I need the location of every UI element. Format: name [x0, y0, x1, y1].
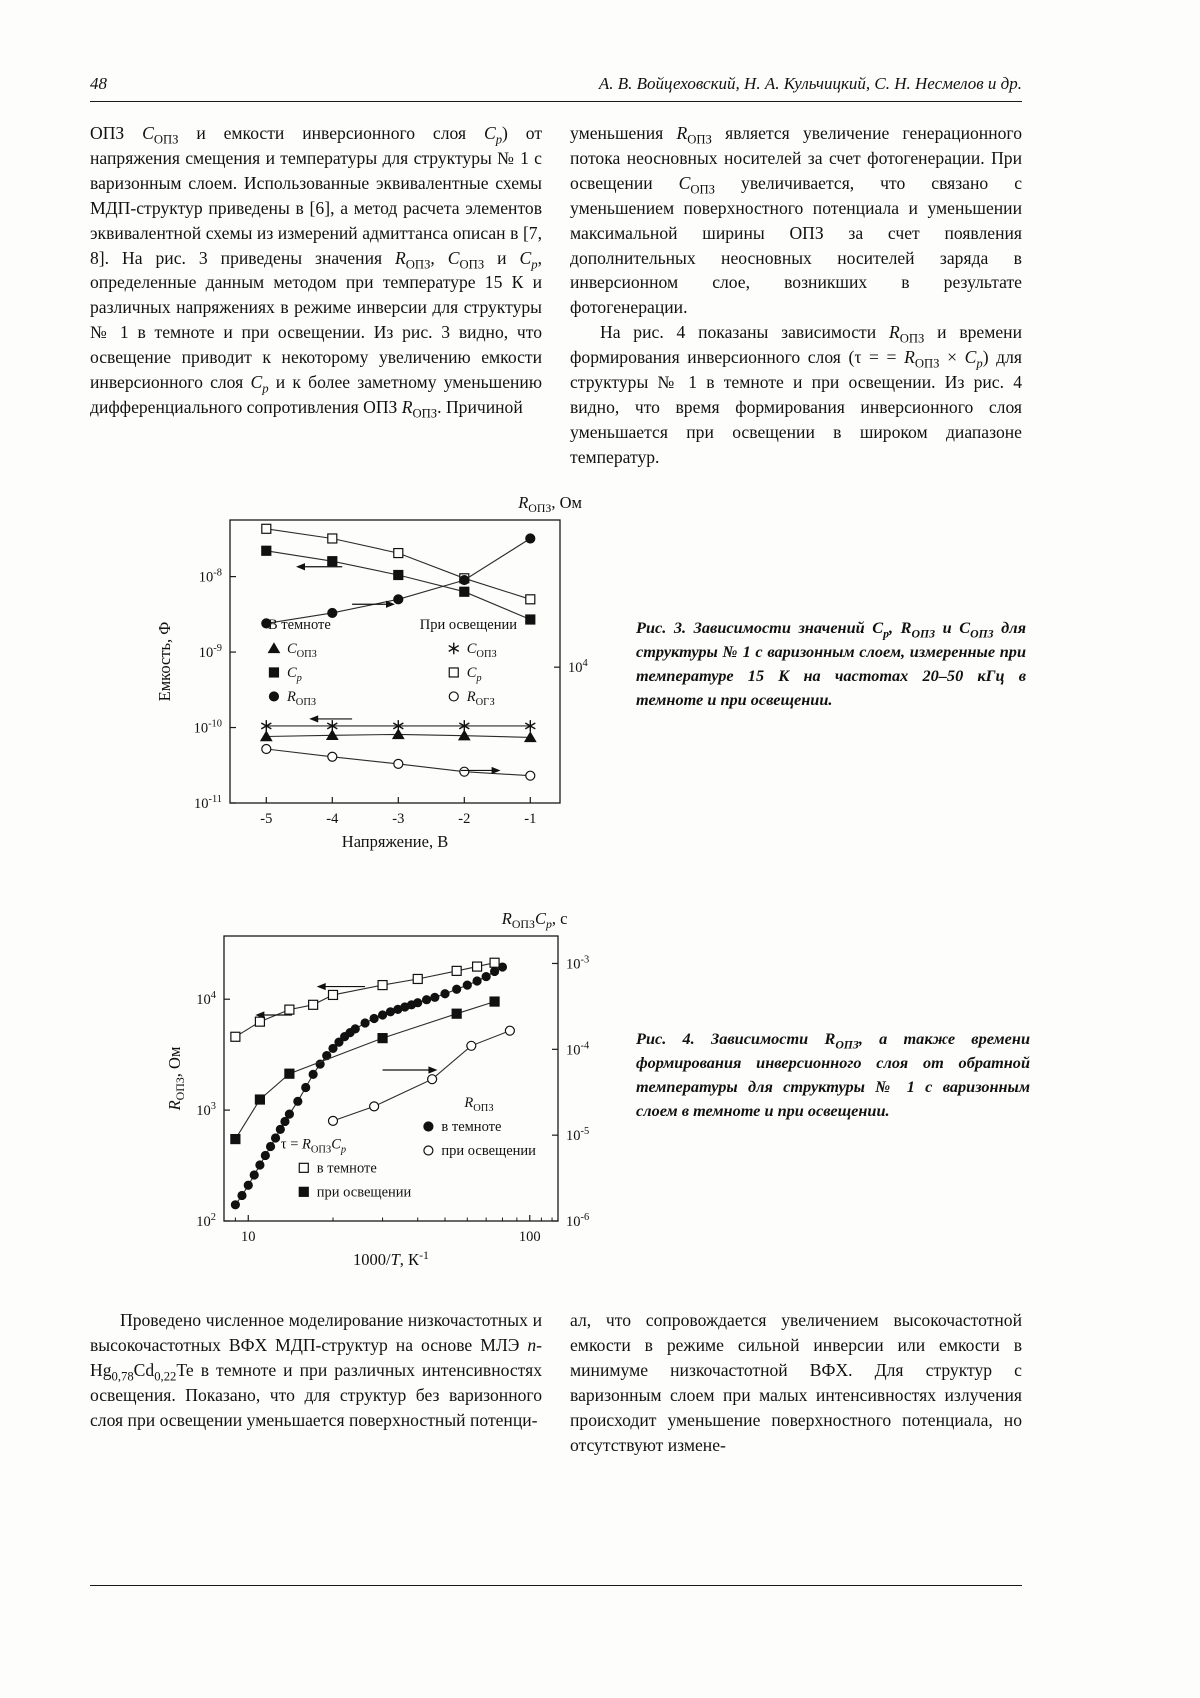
paragraph-col2-bottom: ал, что сопровождается увеличением высокочастотной емкости в режиме сильной инверсии или емкости в минимуме низкочастотной ВФХ. Для структур с варизонным слоем при малых интенсивностях излучения происходит уменьшение поверхностного потенциала, но отсутствуют измене-: [570, 1310, 1022, 1455]
footer-rule: [90, 1585, 1022, 1586]
svg-text:при освещении: при освещении: [316, 1184, 412, 1201]
paragraph-col2-top-2: На рис. 4 показаны зависимости $R_{ОПЗ}$ и времени формирования инверсионного слоя (τ = = $R_{ОПЗ} \times C_p$) для структуры № 1 в темноте и при освещении. Из рис. 4 видно, что время формирования инверсионного слоя уменьшается при освещении в широком диапазоне температур.: [570, 322, 1022, 467]
svg-text:-2: -2: [458, 811, 471, 827]
paragraph-col2-top-1: уменьшения $R_{ОПЗ}$ является увеличение генерационного потока неосновных носителей за счет фотогенерации. При освещении $C_{ОПЗ}$ увеличивается, что связано с уменьшением поверхностного потенциала и уменьшении максимальной ширины ОПЗ за счет появления дополнительных неосновных носителей заряда в инверсионном слое, возникших в результате фотогенерации.: [570, 123, 1023, 318]
svg-text:10-8: $10^{-8}$: [198, 567, 222, 586]
svg-text:10-4: $10^{-4}$: [566, 1040, 590, 1059]
svg-text:10: 10: [241, 1229, 256, 1245]
svg-text:при освещении: при освещении: [441, 1143, 536, 1159]
svg-text:102: $10^2$: [196, 1212, 216, 1230]
svg-text:RОПЗCp, с: $R_{ОПЗ}C_p$, с: [501, 909, 568, 931]
svg-text:τ = RОПЗCp: $\tau = R_{ОПЗ}C_p$: [280, 1136, 347, 1156]
body-col1-bottom: [90, 1308, 542, 1433]
body-col1-top: [90, 121, 542, 420]
svg-text:RОПЗ: $R_{ОПЗ}$: [464, 1095, 494, 1114]
svg-text:103: $10^3$: [196, 1101, 216, 1120]
svg-text:При освещении: При освещении: [419, 616, 517, 633]
fig3-chart: [150, 486, 620, 861]
svg-text:Cp: $C_p$: [466, 664, 482, 684]
svg-text:104: $10^4$: [196, 990, 216, 1009]
fig4-caption: Рис. 4. Зависимости $R_{ОПЗ}$, а также времени формирования инверсионного слоя от обратной температуры для структуры № 1 с варизонным слоем в темноте и при освещении.: [636, 1029, 1031, 1120]
body-col2-bottom: [570, 1308, 1022, 1457]
paragraph-col1-bottom: Проведено численное моделирование низкочастотных и высокочастотных ВФХ МДП-структур на основе МЛЭ $n-Hg_{0,78}Cd_{0,22}Te$ в темноте и при различных интенсивностях освещения. Показано, что для структур без варизонного слоя при освещении уменьшается поверхностный потенци-: [90, 1310, 542, 1430]
svg-text:10-9: $10^{-9}$: [198, 643, 222, 662]
svg-text:10-6: $10^{-6}$: [566, 1212, 590, 1230]
svg-text:104: $10^4$: [568, 658, 588, 677]
svg-text:-4: -4: [326, 811, 339, 827]
svg-text:Напряжение, В: Напряжение, В: [341, 832, 449, 851]
svg-text:RОГЗ: $R_{ОГЗ}$: [466, 688, 495, 708]
svg-text:100: 100: [518, 1229, 541, 1245]
svg-text:в темноте: в темноте: [316, 1160, 377, 1177]
svg-text:-5: -5: [260, 811, 273, 827]
svg-text:Cp: $C_p$: [286, 664, 302, 684]
svg-text:RОПЗ: $R_{ОПЗ}$: [286, 688, 317, 708]
svg-text:10-5: $10^{-5}$: [566, 1126, 590, 1145]
fig3-caption: Рис. 3. Зависимости значений $C_p$, $R_{ОПЗ}$ и $C_{ОПЗ}$ для структуры № 1 с варизонным слоем, измеренные при температуре 15 К на частотах 20–50 кГц в темноте и при освещении.: [636, 618, 1027, 709]
svg-text:В темноте: В темноте: [267, 616, 331, 633]
svg-text:CОПЗ: $C_{ОПЗ}$: [286, 640, 317, 660]
paragraph-col1-top: ОПЗ $C_{ОПЗ}$ и емкости инверсионного слоя $C_p$) от напряжения смещения и температуры для структуры № 1 с варизонным слоем. Использованные эквивалентные схемы МДП-структур приведены в [6], а метод расчета элементов эквивалентной схемы из измерений адмиттанса описан в [7, 8]. На рис. 3 приведены значения $R_{ОПЗ}$, $C_{ОПЗ}$ и $C_p$, определенные данным методом при температуре 15 К и различных напряжениях в режиме инверсии для структуры № 1 в темноте и при освещении. Из рис. 3 видно, что освещение приводит к некоторому увеличению емкости инверсионного слоя $C_p$ и к более заметному уменьшению дифференциального сопротивления ОПЗ $R_{ОПЗ}$. Причиной: [90, 123, 543, 421]
svg-text:RОПЗ, Ом: $R_{ОПЗ}$, Ом: [165, 1046, 187, 1111]
svg-text:10-10: $10^{-10}$: [193, 718, 222, 737]
svg-text:1000/T, К-1: 1000/T, $К^{-1}$: [353, 1248, 429, 1269]
body-col2-top: [570, 121, 1022, 470]
svg-text:в темноте: в темноте: [441, 1119, 502, 1135]
running-head-authors: А. В. Войцеховский, Н. А. Кульчицкий, С. Н. Несмелов и др.: [598, 74, 1022, 93]
page-number: 48: [90, 74, 107, 93]
svg-text:Емкость, Ф: Емкость, Ф: [155, 621, 174, 702]
svg-text:10-3: $10^{-3}$: [566, 954, 590, 973]
svg-text:CОПЗ: $C_{ОПЗ}$: [466, 640, 497, 660]
header-rule: [90, 101, 1022, 102]
svg-text:-3: -3: [392, 811, 405, 827]
svg-text:10-11: $10^{-11}$: [193, 794, 222, 812]
svg-text:-1: -1: [524, 811, 537, 827]
svg-text:RОПЗ, Ом: $R_{ОПЗ}$, Ом: [518, 493, 583, 515]
fig4-chart: [160, 900, 630, 1285]
